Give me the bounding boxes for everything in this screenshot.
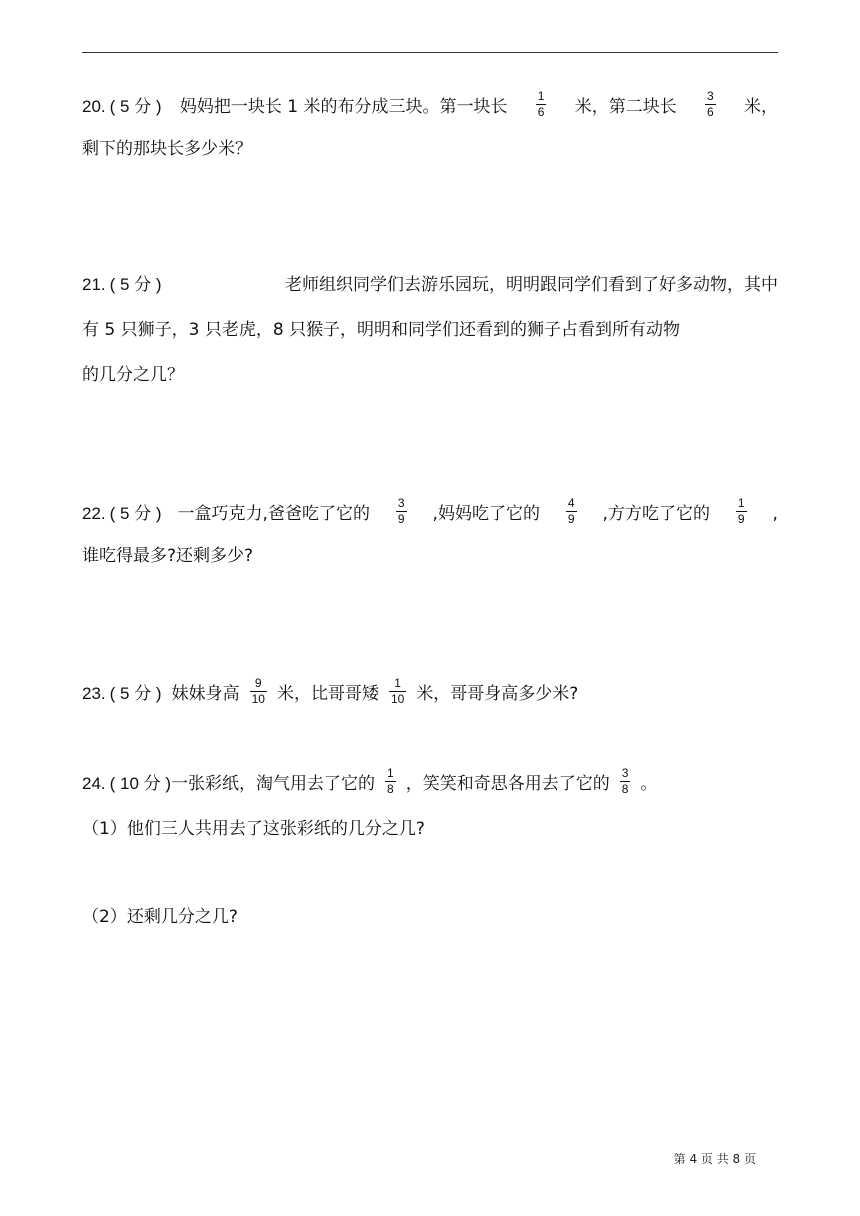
fraction-numerator: 1 [737, 496, 745, 510]
fraction-numerator: 1 [387, 766, 394, 780]
fraction-denominator: 8 [621, 782, 629, 796]
question-24-sub-2: （2）还剩几分之几? [82, 907, 238, 927]
question-23-text-1: 妹妹身高 [171, 683, 240, 704]
question-24-number: 24. [82, 773, 106, 793]
question-21-text-1: 老师组织同学们去游乐园玩，明明跟同学们看到了好多动物，其中 [285, 275, 778, 295]
fraction-numerator: 9 [254, 676, 262, 690]
question-24-text-3: 。 [640, 773, 658, 794]
question-24-text-1: 一张彩纸，淘气用去了它的 [171, 773, 376, 794]
question-22-number: 22. [82, 503, 106, 523]
question-24-score: ( 10 分 ) [109, 773, 172, 793]
question-23-fraction-1 [250, 677, 267, 706]
question-23-fraction-2 [389, 677, 406, 706]
fraction-denominator: 9 [737, 512, 745, 526]
question-23-score: ( 5 分 ) [109, 683, 162, 703]
fraction-numerator: 1 [537, 89, 545, 103]
question-20-fraction-1 [536, 90, 547, 119]
fraction-denominator: 6 [537, 105, 545, 119]
fraction-numerator: 3 [397, 496, 405, 510]
fraction-numerator: 4 [567, 496, 575, 510]
question-20-text-2: 米，第二块长 [574, 96, 677, 117]
fraction-numerator: 3 [707, 89, 714, 103]
question-22-text-4: , [772, 503, 778, 524]
fraction-numerator: 3 [621, 766, 629, 780]
question-20-number: 20. [82, 96, 106, 116]
question-24-line-1 [82, 766, 778, 798]
fraction-numerator: 1 [394, 676, 401, 690]
question-22-score: ( 5 分 ) [109, 503, 162, 523]
question-22-fraction-1 [396, 497, 407, 526]
question-22-line-1 [82, 496, 778, 528]
question-20-line-2: 剩下的那块长多少米？ [82, 139, 252, 159]
question-24-fraction-1 [385, 767, 396, 796]
question-24-text-2: ，笑笑和奇思各用去了它的 [405, 773, 610, 794]
fraction-denominator: 10 [251, 692, 265, 706]
question-20-fraction-2 [705, 90, 716, 119]
question-22-line-2: 谁吃得最多?还剩多少? [82, 546, 254, 566]
fraction-denominator: 6 [707, 105, 714, 119]
question-20-line-1 [82, 89, 778, 121]
fraction-denominator: 10 [390, 692, 405, 706]
question-21-number: 21. [82, 275, 106, 294]
page-number: 第 4 页 共 8 页 [673, 1152, 756, 1166]
question-20-text-1: 妈妈把一块长 1 米的布分成三块。第一块长 [179, 96, 508, 117]
question-24-fraction-2 [620, 767, 631, 796]
question-22-text-2: ,妈妈吃了它的 [432, 503, 540, 524]
question-22-text-1: 一盒巧克力,爸爸吃了它的 [177, 503, 370, 524]
question-21-line-2: 有 5 只狮子，3 只老虎，8 只猴子，明明和同学们还看到的狮子占看到所有动物 [82, 320, 681, 340]
question-23-text-3: 米，哥哥身高多少米? [416, 683, 579, 704]
question-22-fraction-2 [566, 497, 577, 526]
question-21-line-1 [82, 273, 778, 297]
header-rule [82, 52, 778, 53]
question-23-line-1 [82, 676, 778, 708]
question-22-text-3: ,方方吃了它的 [602, 503, 710, 524]
fraction-denominator: 9 [397, 512, 405, 526]
question-20-score: ( 5 分 ) [109, 96, 162, 116]
fraction-denominator: 9 [567, 512, 575, 526]
question-20-text-3: 米， [744, 96, 778, 117]
fraction-denominator: 8 [387, 782, 394, 796]
question-23-text-2: 米，比哥哥矮 [276, 683, 379, 704]
question-21-line-3: 的几分之几？ [82, 365, 184, 385]
question-23-number: 23. [82, 683, 106, 703]
question-22-fraction-3 [736, 497, 747, 526]
question-24-sub-1: （1）他们三人共用去了这张彩纸的几分之几? [82, 819, 425, 839]
question-21-score: ( 5 分 ) [109, 275, 162, 294]
